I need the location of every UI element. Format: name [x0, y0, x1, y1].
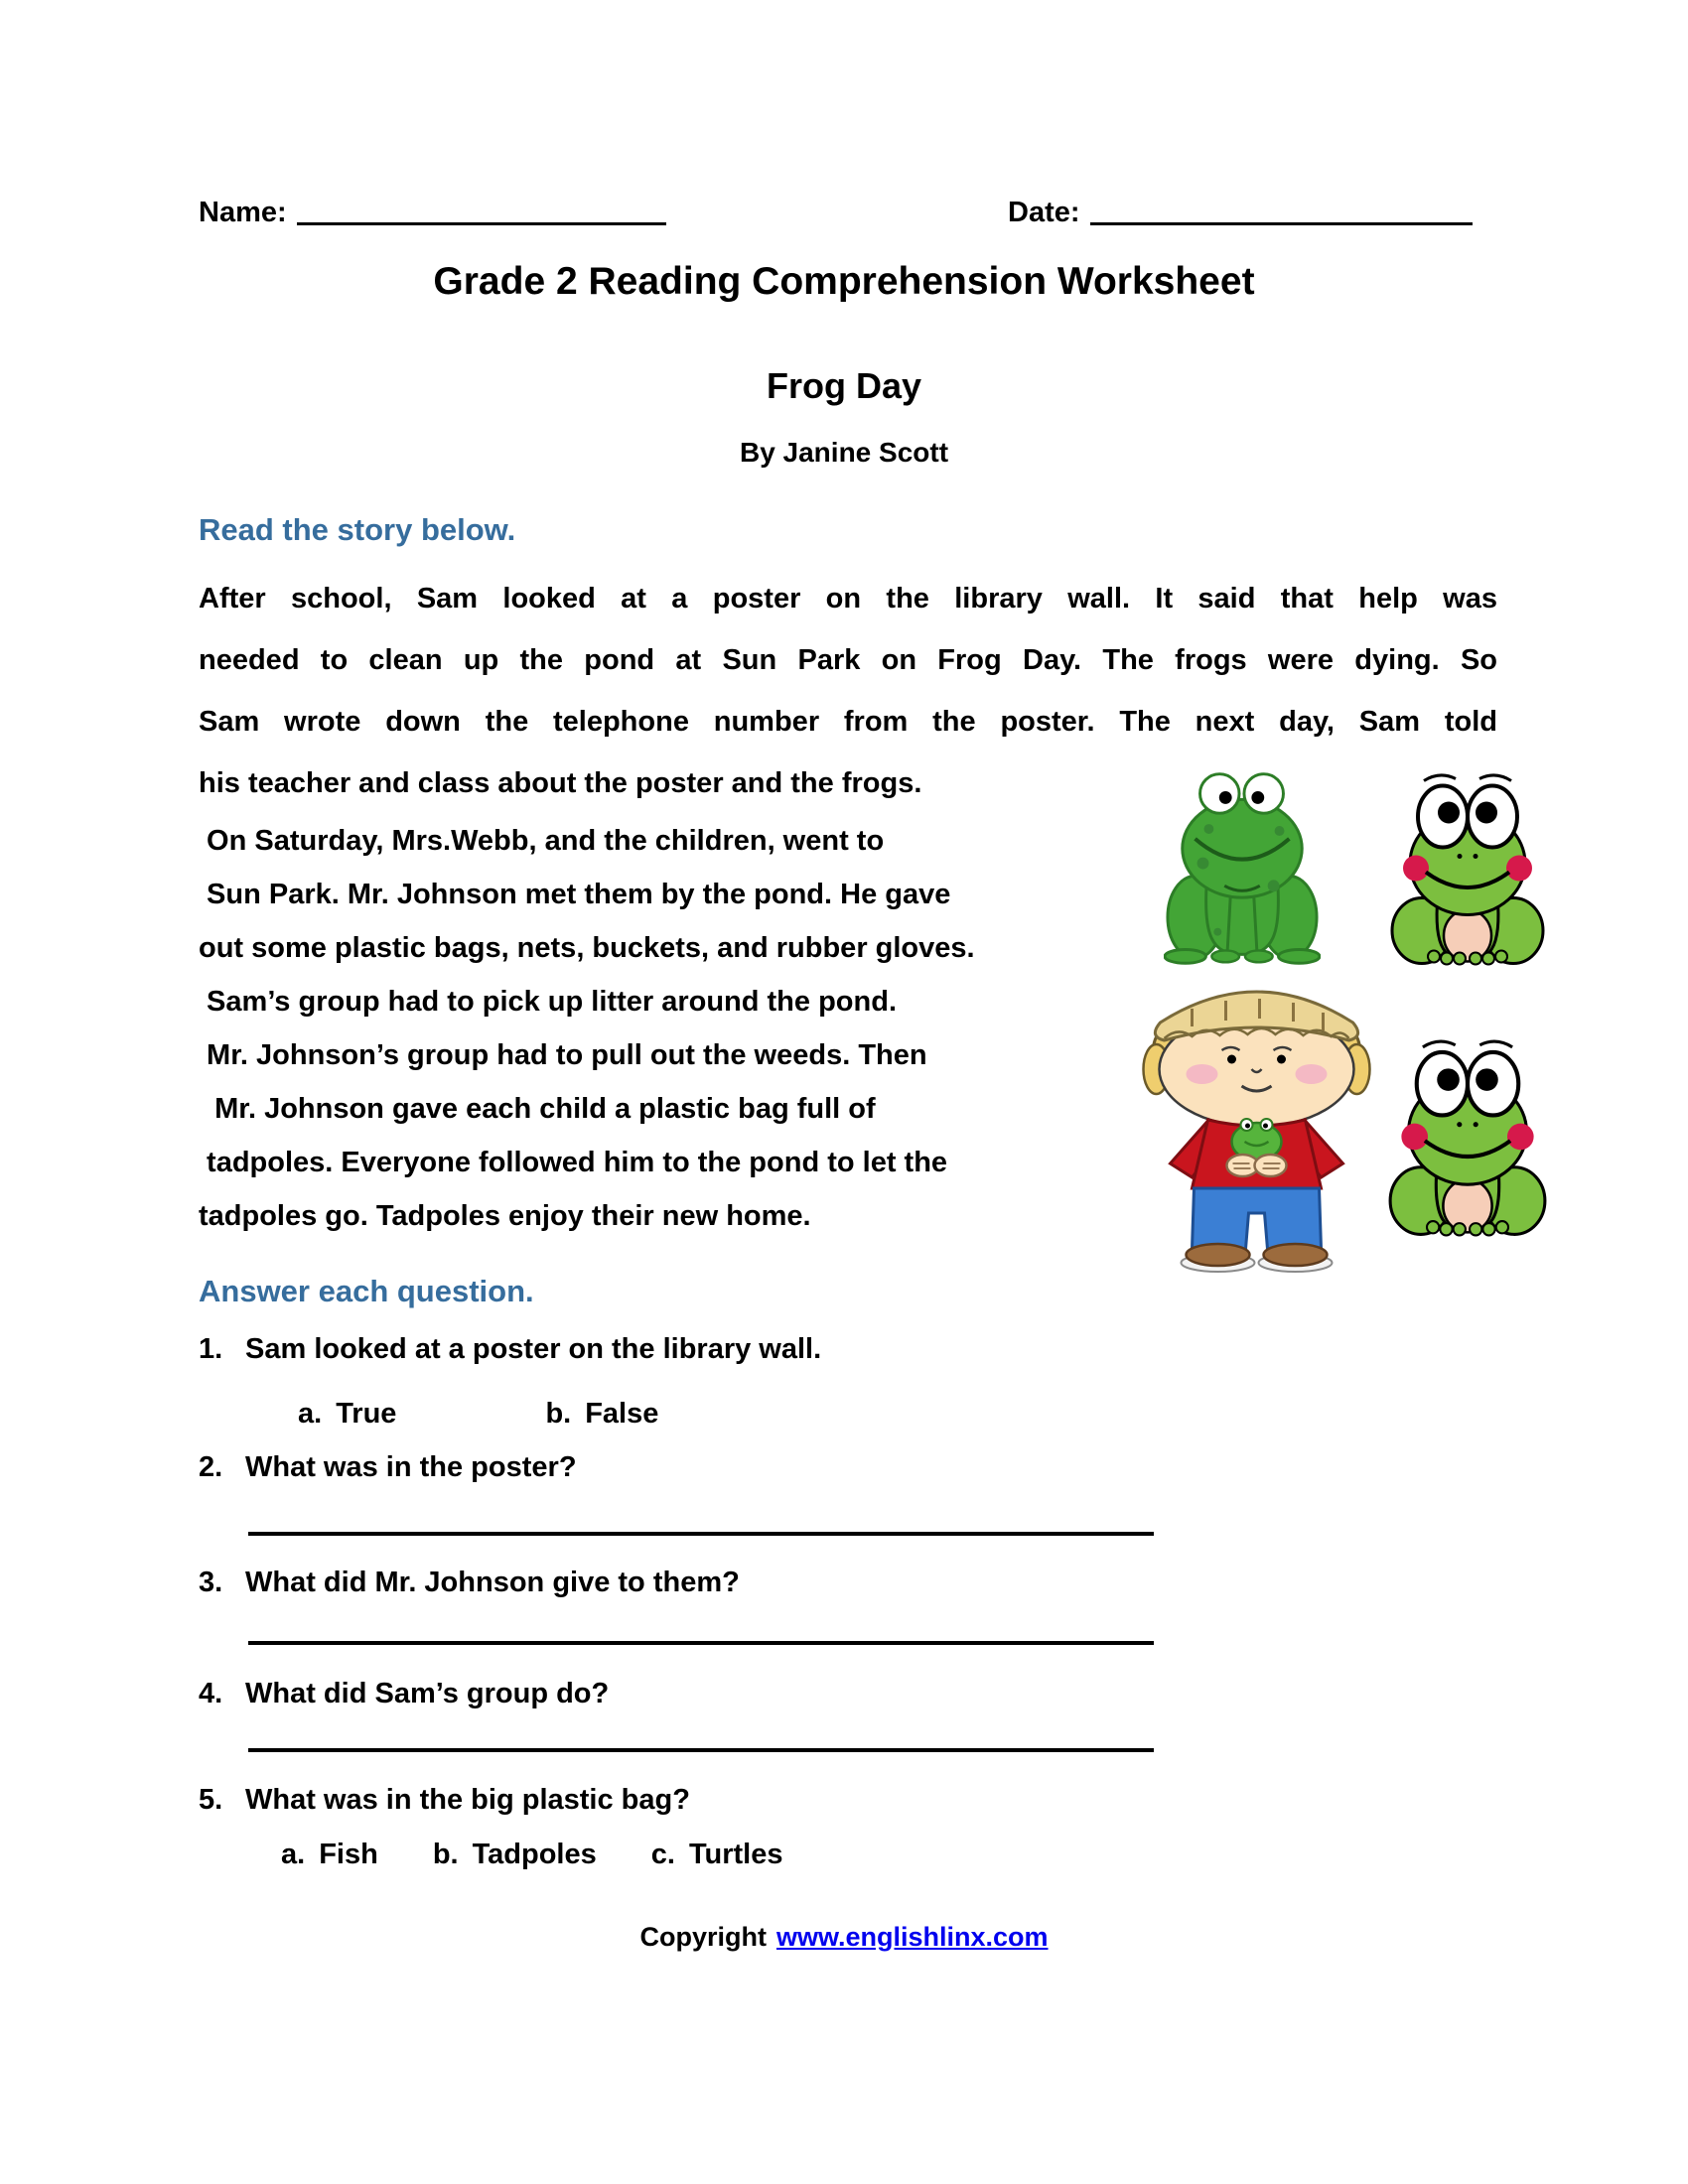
question-text: Sam looked at a poster on the library wall. [245, 1333, 822, 1365]
story-line: After school, Sam looked at a poster on the library wall. It said that help was [199, 583, 1497, 614]
page-title: Grade 2 Reading Comprehension Worksheet [433, 260, 1255, 303]
option-a: a. Fish [281, 1839, 378, 1870]
frog-clipart-bottom-right [1386, 1001, 1549, 1273]
question-5-options [281, 1839, 782, 1871]
story-line: Sam’s group had to pick up litter around the pond. [199, 986, 897, 1018]
answer-instruction: Answer each question. [199, 1274, 534, 1308]
read-instruction: Read the story below. [199, 512, 516, 547]
answer-blank-line-q2 [248, 1532, 1154, 1536]
date-label: Date: [1008, 197, 1080, 228]
story-line: Mr. Johnson’s group had to pull out the weeds. Then [199, 1039, 927, 1071]
question-number: 2. [199, 1451, 223, 1483]
answer-blank-line-q3 [248, 1641, 1154, 1645]
question-5 [199, 1784, 690, 1817]
copyright-label: Copyright [639, 1922, 767, 1952]
option-b: b. False [545, 1398, 659, 1430]
answer-blank-line-q4 [248, 1748, 1154, 1752]
date-field [1008, 197, 1473, 229]
question-number: 1. [199, 1333, 223, 1365]
date-blank-line [1090, 197, 1473, 225]
question-2 [199, 1451, 577, 1484]
story-line: out some plastic bags, nets, buckets, and rubber gloves. [199, 932, 975, 964]
story-line: Sun Park. Mr. Johnson met them by the pond. He gave [199, 879, 951, 910]
story-paragraph-2 [199, 814, 1142, 1243]
option-c: c. Turtles [650, 1839, 783, 1870]
question-text: What did Sam’s group do? [245, 1678, 610, 1709]
story-line: needed to clean up the pond at Sun Park on Frog Day. The frogs were dying. So [199, 644, 1497, 676]
question-1-options [298, 1398, 658, 1431]
name-blank-line [297, 197, 666, 225]
question-number: 5. [199, 1784, 223, 1816]
question-1 [199, 1333, 821, 1366]
footer [0, 1922, 1688, 1953]
question-4 [199, 1678, 609, 1710]
question-text: What was in the poster? [245, 1451, 577, 1483]
story-line: On Saturday, Mrs.Webb, and the children, went to [199, 825, 885, 857]
story-line: tadpoles. Everyone followed him to the pond to let the [199, 1147, 948, 1178]
frog-clipart-top-left [1164, 766, 1321, 970]
boy-holding-frog-clipart [1130, 975, 1384, 1273]
option-b: b. Tadpoles [432, 1839, 597, 1870]
story-line: tadpoles go. Tadpoles enjoy their new home. [199, 1200, 811, 1232]
story-line: Sam wrote down the telephone number from the poster. The next day, Sam told [199, 706, 1497, 738]
copyright-link[interactable]: www.englishlinx.com [775, 1922, 1049, 1952]
byline: By Janine Scott [739, 437, 949, 468]
question-3 [199, 1567, 740, 1599]
question-number: 3. [199, 1567, 223, 1598]
frog-clipart-top-right [1388, 766, 1547, 970]
name-label: Name: [199, 197, 287, 228]
story-line: Mr. Johnson gave each child a plastic bag full of [199, 1093, 876, 1125]
question-number: 4. [199, 1678, 223, 1709]
question-text: What did Mr. Johnson give to them? [245, 1567, 740, 1598]
name-field [199, 197, 666, 229]
option-a: a. True [298, 1398, 397, 1430]
story-line: his teacher and class about the poster and the frogs. [199, 767, 922, 799]
question-text: What was in the big plastic bag? [245, 1784, 690, 1816]
story-title: Frog Day [766, 365, 922, 406]
